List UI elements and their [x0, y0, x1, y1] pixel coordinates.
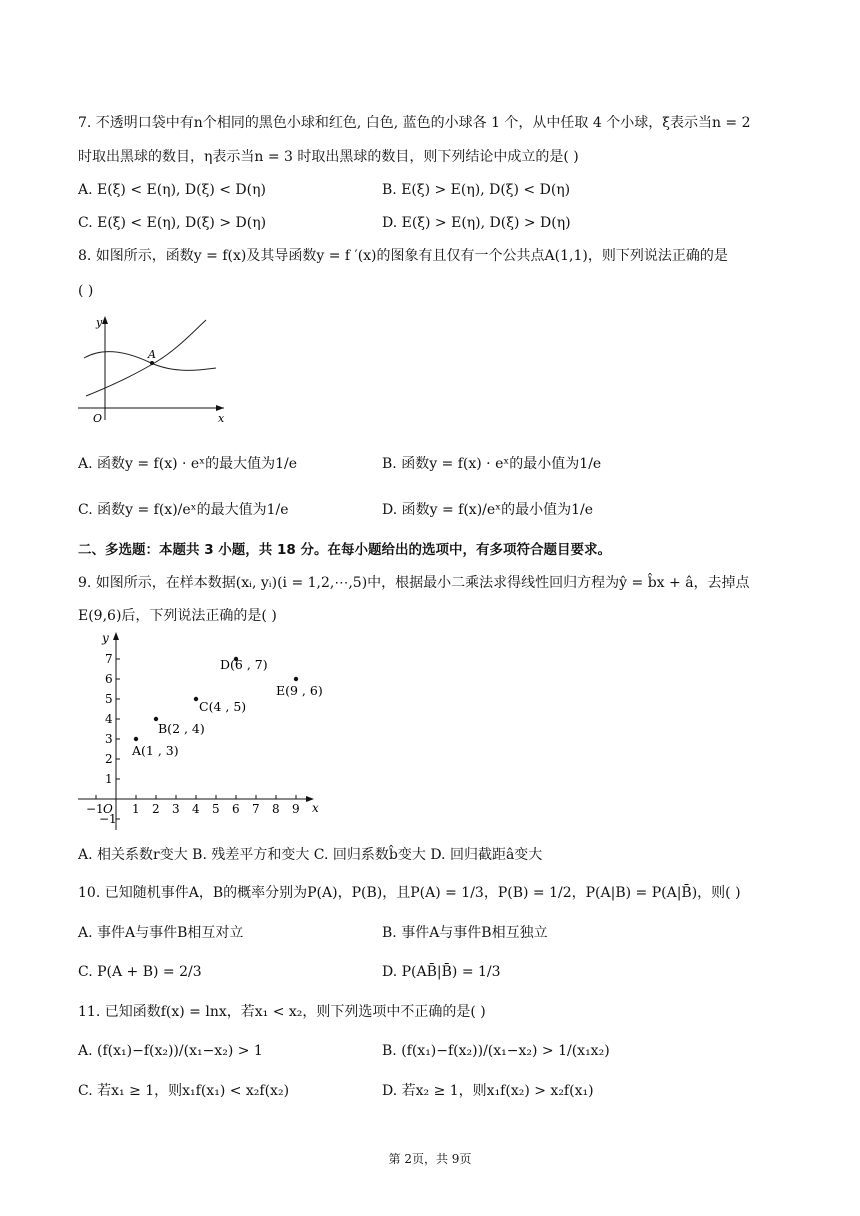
data-point [134, 737, 138, 741]
q9-stem-line1: 9. 如图所示，在样本数据(xᵢ, yᵢ)(i = 1,2,⋯,5)中，根据最小二乘法求得线性回归方程为ŷ = b̂x + â，去掉点 [78, 575, 750, 591]
q8-x-label: x [218, 412, 225, 424]
q7-option-c: C. E(ξ) < E(η), D(ξ) > D(η) [78, 215, 267, 231]
q7-stem-line1: 7. 不透明口袋中有n个相同的黑色小球和红色, 白色, 蓝色的小球各 1 个，从中任取 4 个小球，ξ表示当n = 2 [78, 115, 751, 131]
data-point [194, 697, 198, 701]
q9-scatter-chart [76, 628, 326, 833]
x-tick-label: 4 [192, 802, 200, 816]
y-tick-label: 7 [105, 652, 113, 666]
y-axis-label: y [102, 631, 109, 645]
q8-stem-line2: ( ) [78, 283, 94, 299]
y-tick-label: 6 [105, 672, 113, 686]
q8-origin-label: O [93, 412, 103, 424]
q10-option-d: D. P(AB̄|B̄) = 1/3 [382, 964, 501, 980]
data-point-label: D(6 , 7) [220, 657, 268, 672]
y-tick-label: 1 [105, 772, 113, 786]
q7-option-d: D. E(ξ) > E(η), D(ξ) > D(η) [382, 215, 571, 231]
q7-stem-line2: 时取出黑球的数目，η表示当n = 3 时取出黑球的数目，则下列结论中成立的是( ) [78, 149, 579, 165]
x-tick-label: 1 [132, 802, 140, 816]
q11-option-d: D. 若x₂ ≥ 1，则x₁f(x₂) > x₂f(x₁) [382, 1083, 594, 1099]
y-tick-label: −1 [99, 812, 117, 826]
q8-option-c: C. 函数y = f(x)/eˣ的最大值为1/e [78, 502, 289, 518]
data-point [294, 677, 298, 681]
q11-option-b: B. (f(x₁)−f(x₂))/(x₁−x₂) > 1/(x₁x₂) [382, 1043, 610, 1059]
x-tick-label: 5 [212, 802, 220, 816]
origin-label: O [103, 802, 113, 816]
q7-option-b: B. E(ξ) > E(η), D(ξ) < D(η) [382, 182, 571, 198]
y-tick-label: 4 [105, 712, 113, 726]
data-point-label: B(2 , 4) [158, 721, 205, 736]
x-tick-label: −1 [86, 802, 104, 816]
x-tick-label: 2 [152, 802, 160, 816]
q8-option-b: B. 函数y = f(x) · eˣ的最小值为1/e [382, 456, 602, 472]
q8-option-d: D. 函数y = f(x)/eˣ的最小值为1/e [382, 502, 594, 518]
q10-stem: 10. 已知随机事件A，B的概率分别为P(A)，P(B)，且P(A) = 1/3，P(B) = 1/2，P(A|B) = P(A|B̄)，则( ) [78, 885, 741, 901]
q9-options: A. 相关系数r变大 B. 残差平方和变大 C. 回归系数b̂变大 D. 回归截距â变大 [78, 847, 543, 863]
y-tick-label: 3 [105, 732, 113, 746]
q8-stem-line1: 8. 如图所示，函数y = f(x)及其导函数y = f ′(x)的图象有且仅有一个公共点A(1,1)，则下列说法正确的是 [78, 248, 728, 264]
x-tick-label: 9 [292, 802, 300, 816]
q10-option-c: C. P(A + B) = 2/3 [78, 964, 202, 980]
q8-option-a: A. 函数y = f(x) · eˣ的最大值为1/e [78, 456, 298, 472]
q11-stem: 11. 已知函数f(x) = lnx，若x₁ < x₂，则下列选项中不正确的是( ) [78, 1004, 486, 1020]
q8-point-a-label: A [148, 348, 156, 361]
page-footer: 第 2页，共 9页 [388, 1152, 472, 1166]
x-tick-label: 7 [252, 802, 260, 816]
y-axis-arrow [113, 632, 119, 640]
y-tick-label: 5 [105, 692, 113, 706]
x-axis-label: x [312, 801, 319, 815]
q11-option-c: C. 若x₁ ≥ 1，则x₁f(x₁) < x₂f(x₂) [78, 1083, 290, 1099]
q9-stem-line2: E(9,6)后，下列说法正确的是( ) [78, 608, 277, 624]
q8-increasing-curve [86, 320, 206, 396]
section-2-heading: 二、多选题：本题共 3 小题，共 18 分。在每小题给出的选项中，有多项符合题目要求。 [78, 542, 611, 558]
x-tick-label: 6 [232, 802, 240, 816]
q11-option-a: A. (f(x₁)−f(x₂))/(x₁−x₂) > 1 [78, 1043, 263, 1059]
x-tick-label: 8 [272, 802, 280, 816]
q8-y-arrow [102, 316, 108, 324]
q8-y-label: y [96, 316, 103, 329]
data-point-label: A(1 , 3) [132, 743, 179, 758]
q8-point-a [150, 361, 154, 365]
y-tick-label: 2 [105, 752, 113, 766]
q8-x-arrow [216, 405, 224, 411]
data-point-label: C(4 , 5) [199, 699, 247, 714]
q7-option-a: A. E(ξ) < E(η), D(ξ) < D(η) [78, 182, 266, 198]
q10-option-b: B. 事件A与事件B相互独立 [382, 925, 548, 941]
q10-option-a: A. 事件A与事件B相互对立 [78, 925, 244, 941]
x-tick-label: 3 [172, 802, 180, 816]
data-point-label: E(9 , 6) [276, 683, 323, 698]
q8-function-graph [76, 312, 236, 424]
